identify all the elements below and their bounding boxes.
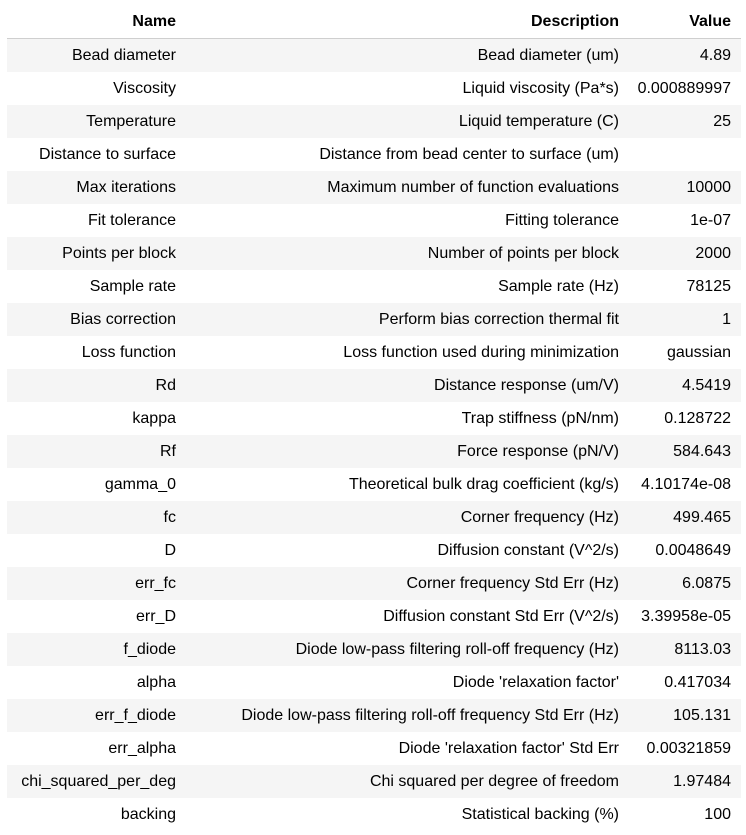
table-row xyxy=(7,534,741,567)
cell-value: 78125 xyxy=(630,270,741,303)
cell-description: Sample rate (Hz) xyxy=(186,270,630,303)
cell-description: Diode low-pass filtering roll-off frequency Std Err (Hz) xyxy=(186,699,630,732)
column-header-value: Value xyxy=(630,5,741,39)
cell-description: Loss function used during minimization xyxy=(186,336,630,369)
cell-name: Max iterations xyxy=(7,171,186,204)
table-row xyxy=(7,435,741,468)
cell-description: Diode 'relaxation factor' xyxy=(186,666,630,699)
cell-name: alpha xyxy=(7,666,186,699)
cell-description: Liquid viscosity (Pa*s) xyxy=(186,72,630,105)
cell-description: Trap stiffness (pN/nm) xyxy=(186,402,630,435)
cell-value: 6.0875 xyxy=(630,567,741,600)
table-row xyxy=(7,402,741,435)
cell-description: Corner frequency (Hz) xyxy=(186,501,630,534)
cell-name: Loss function xyxy=(7,336,186,369)
table-row xyxy=(7,798,741,831)
cell-description: Distance from bead center to surface (um) xyxy=(186,138,630,171)
cell-value: 0.000889997 xyxy=(630,72,741,105)
cell-description: Maximum number of function evaluations xyxy=(186,171,630,204)
cell-name: chi_squared_per_deg xyxy=(7,765,186,798)
column-header-name: Name xyxy=(7,5,186,39)
cell-description: Perform bias correction thermal fit xyxy=(186,303,630,336)
cell-description: Distance response (um/V) xyxy=(186,369,630,402)
header-row xyxy=(7,5,741,39)
table-row xyxy=(7,171,741,204)
cell-name: err_alpha xyxy=(7,732,186,765)
cell-value: 10000 xyxy=(630,171,741,204)
table-row xyxy=(7,270,741,303)
cell-value: 499.465 xyxy=(630,501,741,534)
table-body xyxy=(7,39,741,832)
cell-value: 25 xyxy=(630,105,741,138)
cell-value: 3.39958e-05 xyxy=(630,600,741,633)
cell-name: Points per block xyxy=(7,237,186,270)
table-row xyxy=(7,600,741,633)
cell-description: Liquid temperature (C) xyxy=(186,105,630,138)
cell-value: 1 xyxy=(630,303,741,336)
table-row xyxy=(7,105,741,138)
cell-value: 8113.03 xyxy=(630,633,741,666)
cell-value: 100 xyxy=(630,798,741,831)
column-header-description: Description xyxy=(186,5,630,39)
cell-value: 2000 xyxy=(630,237,741,270)
table-row xyxy=(7,237,741,270)
table-row xyxy=(7,633,741,666)
cell-name: backing xyxy=(7,798,186,831)
cell-description: Chi squared per degree of freedom xyxy=(186,765,630,798)
cell-value: gaussian xyxy=(630,336,741,369)
cell-description: Diode 'relaxation factor' Std Err xyxy=(186,732,630,765)
cell-name: gamma_0 xyxy=(7,468,186,501)
cell-name: err_fc xyxy=(7,567,186,600)
cell-description: Diffusion constant (V^2/s) xyxy=(186,534,630,567)
cell-name: err_D xyxy=(7,600,186,633)
cell-name: Rf xyxy=(7,435,186,468)
table-header xyxy=(7,5,741,39)
table-row xyxy=(7,699,741,732)
cell-value: 0.128722 xyxy=(630,402,741,435)
cell-description: Number of points per block xyxy=(186,237,630,270)
cell-name: Bias correction xyxy=(7,303,186,336)
cell-name: err_f_diode xyxy=(7,699,186,732)
table-row xyxy=(7,204,741,237)
cell-description: Diode low-pass filtering roll-off frequency (Hz) xyxy=(186,633,630,666)
table-row xyxy=(7,468,741,501)
cell-description: Theoretical bulk drag coefficient (kg/s) xyxy=(186,468,630,501)
cell-description: Statistical backing (%) xyxy=(186,798,630,831)
cell-name: Sample rate xyxy=(7,270,186,303)
table-row xyxy=(7,732,741,765)
cell-description: Fitting tolerance xyxy=(186,204,630,237)
cell-name: Rd xyxy=(7,369,186,402)
cell-name: Bead diameter xyxy=(7,39,186,73)
table-row xyxy=(7,501,741,534)
table-row xyxy=(7,666,741,699)
table-row xyxy=(7,765,741,798)
cell-name: Temperature xyxy=(7,105,186,138)
table-row xyxy=(7,336,741,369)
cell-value: 4.5419 xyxy=(630,369,741,402)
cell-name: Distance to surface xyxy=(7,138,186,171)
cell-value: 584.643 xyxy=(630,435,741,468)
table-row xyxy=(7,567,741,600)
cell-name: Viscosity xyxy=(7,72,186,105)
cell-value: 1.97484 xyxy=(630,765,741,798)
cell-name: kappa xyxy=(7,402,186,435)
cell-value: 105.131 xyxy=(630,699,741,732)
cell-name: D xyxy=(7,534,186,567)
cell-value: 4.10174e-08 xyxy=(630,468,741,501)
cell-value xyxy=(630,138,741,171)
table-row xyxy=(7,72,741,105)
cell-value: 0.00321859 xyxy=(630,732,741,765)
cell-description: Force response (pN/V) xyxy=(186,435,630,468)
cell-description: Diffusion constant Std Err (V^2/s) xyxy=(186,600,630,633)
parameters-table-container xyxy=(7,5,741,831)
cell-name: Fit tolerance xyxy=(7,204,186,237)
cell-name: f_diode xyxy=(7,633,186,666)
cell-description: Corner frequency Std Err (Hz) xyxy=(186,567,630,600)
table-row xyxy=(7,303,741,336)
cell-value: 0.417034 xyxy=(630,666,741,699)
parameters-table xyxy=(7,5,741,831)
table-row xyxy=(7,39,741,73)
cell-value: 1e-07 xyxy=(630,204,741,237)
table-row xyxy=(7,138,741,171)
cell-value: 0.0048649 xyxy=(630,534,741,567)
cell-value: 4.89 xyxy=(630,39,741,73)
cell-description: Bead diameter (um) xyxy=(186,39,630,73)
table-row xyxy=(7,369,741,402)
cell-name: fc xyxy=(7,501,186,534)
